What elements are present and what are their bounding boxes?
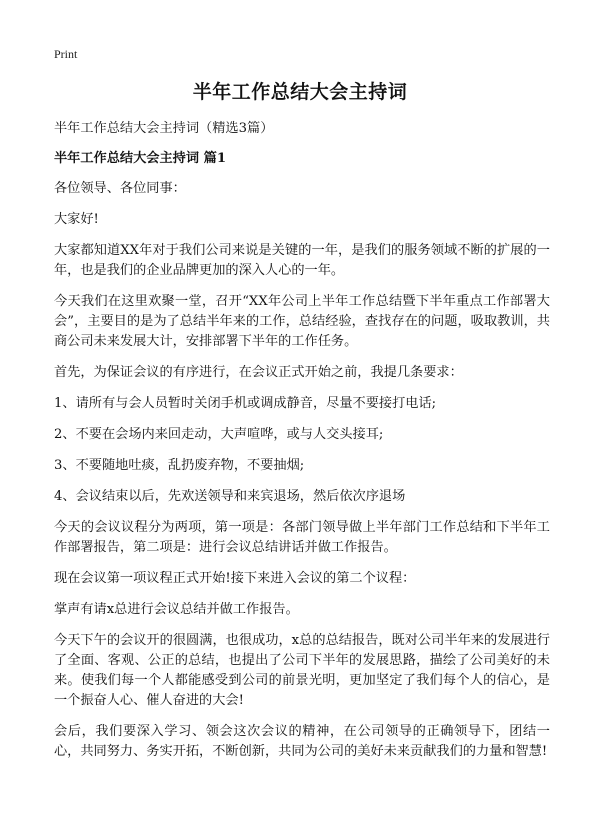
paragraph-closing: 会后，我们要深入学习、领会这次会议的精神，在公司领导的正确领导下，团结一心，共同努力、务实开拓，不断创新，共同为公司的美好未来贡献我们的力量和智慧! — [54, 724, 550, 759]
paragraph-requirements: 首先，为保证会议的有序进行，在会议正式开始之前，我提几条要求： — [54, 365, 463, 380]
paragraph-greeting: 各位领导、各位同事： — [54, 181, 186, 196]
document-subtitle: 半年工作总结大会主持词（精选3篇） — [54, 121, 274, 136]
paragraph-purpose: 今天我们在这里欢聚一堂，召开“XX年公司上半年工作总结暨下半年重点工作部署大会”，主要目的是为了总结半年来的工作，总结经验，查找存在的问题，吸取教训，共商公司未来发展大计，安排部署下半年的工作任务。 — [54, 294, 550, 349]
list-item-rule-4: 4、会议结束以后，先欢送领导和来宾退场，然后依次序退场 — [54, 489, 406, 504]
list-item-rule-2: 2、不要在会场内来回走动，大声喧哗，或与人交头接耳; — [54, 427, 384, 442]
list-item-rule-1: 1、请所有与会人员暂时关闭手机或调成静音，尽量不要接打电话; — [54, 396, 437, 411]
print-label: Print — [54, 47, 78, 61]
document-body — [54, 119, 550, 773]
section-heading: 半年工作总结大会主持词 篇1 — [54, 151, 227, 166]
paragraph-intro: 大家都知道XX年对于我们公司来说是关键的一年，是我们的服务领域不断的扩展的一年，也是我们的企业品牌更加的深入人心的一年。 — [54, 243, 550, 278]
document-title: 半年工作总结大会主持词 — [192, 81, 408, 103]
paragraph-summary: 今天下午的会议开的很圆满，也很成功，x总的总结报告，既对公司半年来的发展进行了全面、客观、公正的总结，也提出了公司下半年的发展思路，描绘了公司美好的未来。使我们每一个人都能感受到公司的前景光明，更加坚定了我们每个人的信心，是一个振奋人心、催人奋进的大会! — [54, 633, 550, 708]
paragraph-first-item: 现在会议第一项议程正式开始!接下来进入会议的第二个议程： — [54, 571, 416, 586]
paragraph-applause: 掌声有请x总进行会议总结并做工作报告。 — [54, 602, 299, 617]
paragraph-hello: 大家好! — [54, 212, 99, 227]
paragraph-agenda: 今天的会议议程分为两项，第一项是：各部门领导做上半年部门工作总结和下半年工作部署报告，第二项是：进行会议总结讲话并做工作报告。 — [54, 520, 550, 555]
list-item-rule-3: 3、不要随地吐痰，乱扔废弃物，不要抽烟; — [54, 458, 305, 473]
